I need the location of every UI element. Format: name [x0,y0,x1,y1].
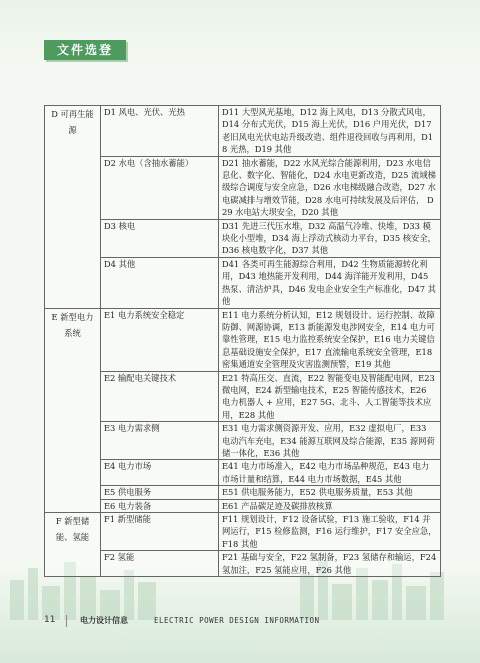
subcategory-cell: E6 电力装备 [101,499,219,512]
category-cell: F 新型储能、氢能 [45,513,101,577]
category-cell: D 可再生能源 [45,106,101,309]
subcategory-cell: E1 电力系统安全稳定 [101,308,219,371]
table-row [45,106,441,157]
magazine-name-cn: 电力设计信息 [80,616,128,625]
table-row [45,308,441,371]
table-row [45,422,441,460]
topics-cell: E51 供电服务能力，E52 供电服务质量，E53 其他 [219,486,441,499]
section-title: 文件选登 [44,40,126,60]
subcategory-cell: D1 风电、光伏、光热 [101,106,219,157]
table-row [45,499,441,512]
topics-cell: E11 电力系统分析认知，E12 规划设计、运行控制、故障防御、网源协调，E13 新能源发电涉网安全，E14 电力可靠性管理，E15 电力监控系统安全保护，E16 电力关键信息基础设施安全保护，E17 直流输电系统安全管理，E18 密集通道安全管理及灾害监测预警，E19 其他 [219,308,441,371]
subcategory-cell: F1 新型储能 [101,513,219,551]
page-footer [44,615,444,629]
table-row [45,460,441,486]
topics-cell: D31 先进三代压水堆，D32 高温气冷堆、快堆，D33 模块化小型堆，D34 海上浮动式核动力平台，D35 核安全，D36 核电数字化，D37 其他 [219,219,441,257]
topics-cell: E21 特高压交、直流，E22 智能变电及智能配电网，E23 微电网，E24 新型输电技术，E25 智能传感技术，E26 电力机器人 + 应用，E27 5G、北斗、人工智能等技术应用，E28 其他 [219,371,441,422]
subcategory-cell: E3 电力需求侧 [101,422,219,460]
topics-cell: D21 抽水蓄能，D22 水风光综合能源利用，D23 水电信息化、数字化、智能化，D24 水电更新改造，D25 流域梯级综合调度与安全应急，D26 水电梯级融合改造，D27 水电碳减排与增效节能，D28 水电可持续发展及后评估， D29 水电站大坝安全，D20 其他 [219,156,441,219]
category-cell: E 新型电力系统 [45,308,101,513]
topics-cell: F21 基础与安全，F22 氢制备，F23 氢储存和输运，F24 氢加注，F25 氢能应用，F26 其他 [219,551,441,577]
magazine-name-en: ELECTRIC POWER DESIGN INFORMATION [154,616,320,625]
table-row [45,257,441,308]
table-row [45,219,441,257]
topics-cell: F11 规划设计，F12 设备试验，F13 施工验收，F14 并网运行，F15 检修监测，F16 运行维护，F17 安全应急，F18 其他 [219,513,441,551]
subcategory-cell: D2 水电（含抽水蓄能） [101,156,219,219]
topics-cell: E61 产品碳足迹及碳排放核算 [219,499,441,512]
table-row [45,156,441,219]
subcategory-cell: E4 电力市场 [101,460,219,486]
topics-cell: E31 电力需求侧资源开发、应用，E32 虚拟电厂，E33 电动汽车充电，E34 能源互联网及综合能源，E35 源网荷储一体化，E36 其他 [219,422,441,460]
topics-table-body [45,106,441,577]
subcategory-cell: D3 核电 [101,219,219,257]
topics-cell: D41 各类可再生能源综合利用，D42 生物质能源转化利用，D43 地热能开发利用，D44 海洋能开发利用，D45 热泵、清洁炉具，D46 发电企业安全生产标准化，D47 其他 [219,257,441,308]
table-row [45,486,441,499]
table-row [45,371,441,422]
footer-divider [66,615,67,627]
subcategory-cell: F2 氢能 [101,551,219,577]
topics-cell: D11 大型风光基地，D12 海上风电，D13 分散式风电，D14 分布式光伏，D15 海上光伏，D16 户用光伏，D17 老旧风电光伏电站升级改造、组件退役回收与再利用，D18 光热，D19 其他 [219,106,441,157]
topics-table [44,105,441,577]
topics-cell: E41 电力市场准入，E42 电力市场品种规范，E43 电力市场计量和结算，E44 电力市场数据，E45 其他 [219,460,441,486]
subcategory-cell: D4 其他 [101,257,219,308]
table-row [45,551,441,577]
page-number: 11 [44,615,56,625]
subcategory-cell: E2 输配电关键技术 [101,371,219,422]
subcategory-cell: E5 供电服务 [101,486,219,499]
table-row [45,513,441,551]
